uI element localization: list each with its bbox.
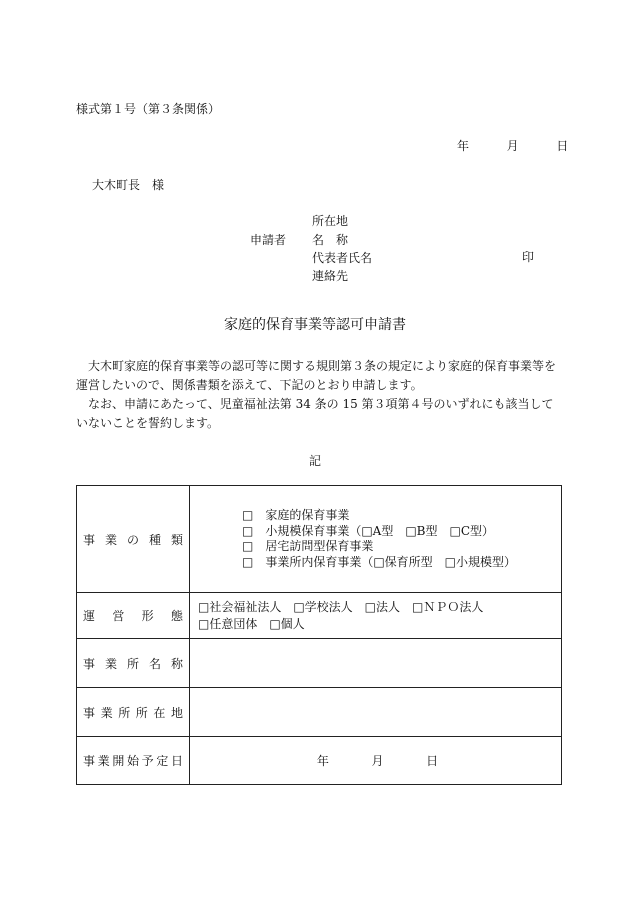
applicant-representative-field: 代表者氏名 — [312, 251, 373, 265]
start-date-month-label: 月 — [371, 754, 384, 768]
row-label-office-address — [77, 688, 190, 737]
table-row-business-type — [77, 486, 562, 593]
form-number: 様式第１号（第３条関係） — [76, 102, 221, 116]
date-day-label: 日 — [556, 139, 569, 153]
start-date-year-label: 年 — [316, 754, 329, 768]
label-text: 事業の種類 — [83, 532, 183, 547]
applicant-label: 申請者 — [250, 233, 287, 247]
option-corporation-types[interactable]: □社会福祉法人 □学校法人 □法人 □ＮＰＯ法人 — [198, 599, 484, 614]
label-text: 事業所所在地 — [83, 705, 183, 720]
start-date-input[interactable] — [190, 737, 562, 785]
date-month-label: 月 — [506, 139, 519, 153]
business-type-options — [190, 486, 562, 593]
option-home-childcare[interactable]: □ 家庭的保育事業 — [242, 508, 350, 522]
ki-heading: 記 — [308, 454, 321, 468]
label-text: 事業開始予定日 — [83, 754, 183, 768]
option-workplace-childcare[interactable]: □ 事業所内保育事業（□保育所型 □小規模型） — [242, 554, 517, 569]
option-home-visit-childcare[interactable]: □ 居宅訪問型保育事業 — [242, 539, 374, 553]
body-text — [76, 357, 562, 433]
date-year-label: 年 — [457, 139, 470, 153]
table-row-start-date — [77, 737, 562, 785]
table-row-office-name — [77, 639, 562, 688]
applicant-address-field: 所在地 — [312, 214, 349, 228]
seal-mark: 印 — [522, 250, 535, 264]
table-row-office-address — [77, 688, 562, 737]
row-label-management-form — [77, 593, 190, 639]
label-text: 事業所名称 — [83, 656, 183, 671]
body-paragraph-2: なお、申請にあたって、児童福祉法第 34 条の 15 第３項第４号のいずれにも該当していないことを誓約します。 — [76, 397, 554, 430]
option-small-scale-childcare[interactable]: □ 小規模保育事業（□A型 □B型 □C型） — [242, 523, 495, 538]
table-row-management-form — [77, 593, 562, 639]
document-title: 家庭的保育事業等認可申請書 — [224, 317, 406, 333]
management-form-options — [190, 593, 562, 639]
start-date-day-label: 日 — [426, 754, 439, 768]
row-label-start-date — [77, 737, 190, 785]
applicant-contact-field: 連絡先 — [312, 269, 349, 283]
row-label-office-name — [77, 639, 190, 688]
row-label-business-type — [77, 486, 190, 593]
option-other-types[interactable]: □任意団体 □個人 — [198, 616, 305, 631]
addressee: 大木町長 様 — [92, 178, 165, 192]
body-paragraph-1: 大木町家庭的保育事業等の認可等に関する規則第３条の規定により家庭的保育事業等を運営したいので、関係書類を添えて、下記のとおり申請します。 — [76, 359, 557, 392]
submission-date — [457, 137, 568, 154]
applicant-name-field: 名 称 — [312, 233, 349, 247]
application-table — [76, 485, 562, 785]
office-address-input[interactable] — [190, 688, 562, 737]
label-text: 運営形態 — [83, 609, 183, 623]
office-name-input[interactable] — [190, 639, 562, 688]
